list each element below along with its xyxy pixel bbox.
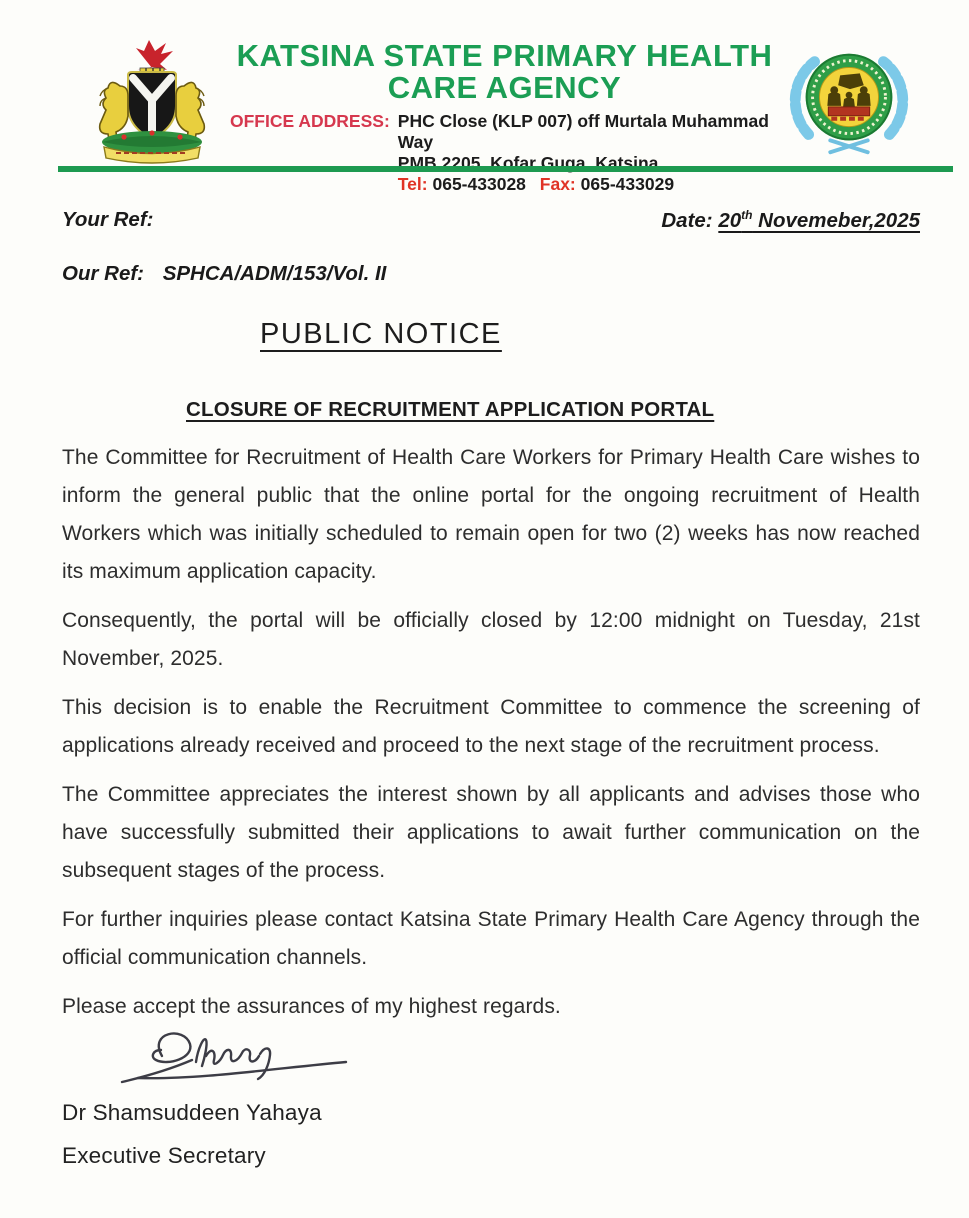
office-address-block bbox=[222, 111, 787, 195]
address-line-2: PMB 2205, Kofar Guga, Katsina bbox=[397, 153, 659, 173]
your-ref-label: Your Ref: bbox=[62, 208, 154, 231]
notice-paragraphs bbox=[62, 439, 920, 1026]
tel-number: 065-433028 bbox=[432, 174, 526, 194]
signatory-title: Executive Secretary bbox=[62, 1142, 266, 1168]
date-value: 20th Novemeber,2025 bbox=[718, 208, 920, 232]
body-paragraph: The Committee appreciates the interest shown by all applicants and advises those who have successfully submitted their applications to await further communication on the subsequent stages of the process. bbox=[62, 782, 920, 882]
tel-fax-line bbox=[398, 174, 787, 195]
letterhead bbox=[0, 0, 969, 194]
reference-row bbox=[62, 208, 920, 233]
notice-subject: CLOSURE OF RECRUITMENT APPLICATION PORTAL bbox=[186, 397, 715, 421]
office-address-lines bbox=[398, 111, 787, 195]
body-paragraph: Please accept the assurances of my highest regards. bbox=[62, 994, 561, 1018]
agency-name-line1: KATSINA STATE PRIMARY HEALTH bbox=[236, 38, 773, 73]
body-paragraph: This decision is to enable the Recruitment Committee to commence the screening of applications already received and proceed to the next stage of the recruitment process. bbox=[62, 695, 920, 757]
office-address-label: OFFICE ADDRESS: bbox=[230, 111, 390, 131]
body-paragraph: The Committee for Recruitment of Health Care Workers for Primary Health Care wishes to inform the general public that the online portal for the ongoing recruitment of Health Workers which was initially scheduled to remain open for two (2) weeks has now reached its maximum application capacity. bbox=[62, 445, 920, 583]
address-line-1: PHC Close (KLP 007) off Murtala Muhammad Way bbox=[397, 111, 769, 152]
signature-scribble-icon bbox=[108, 1022, 358, 1096]
body-paragraph: Consequently, the portal will be officially closed by 12:00 midnight on Tuesday, 21st November, 2025. bbox=[62, 608, 920, 670]
tel-label: Tel: bbox=[397, 174, 428, 194]
letter-body bbox=[62, 198, 920, 1169]
notice-title: PUBLIC NOTICE bbox=[260, 317, 502, 350]
letterhead-divider bbox=[58, 166, 953, 172]
our-ref-label: Our Ref: bbox=[62, 261, 144, 285]
our-ref-value: SPHCA/ADM/153/Vol. II bbox=[162, 261, 387, 285]
nigeria-coat-of-arms-icon bbox=[76, 34, 228, 166]
fax-number: 065-433029 bbox=[580, 174, 675, 194]
agency-seal-icon bbox=[785, 36, 913, 166]
signatory-name: Dr Shamsuddeen Yahaya bbox=[62, 1099, 322, 1125]
body-paragraph: For further inquiries please contact Katsina State Primary Health Care Agency through the official communication channels. bbox=[62, 907, 920, 969]
signature-block bbox=[108, 1022, 920, 1096]
agency-name-line2: CARE AGENCY bbox=[387, 70, 622, 105]
date-line bbox=[661, 208, 920, 233]
date-label: Date: bbox=[661, 208, 713, 232]
fax-label: Fax: bbox=[539, 174, 576, 194]
our-ref-line bbox=[62, 262, 920, 286]
